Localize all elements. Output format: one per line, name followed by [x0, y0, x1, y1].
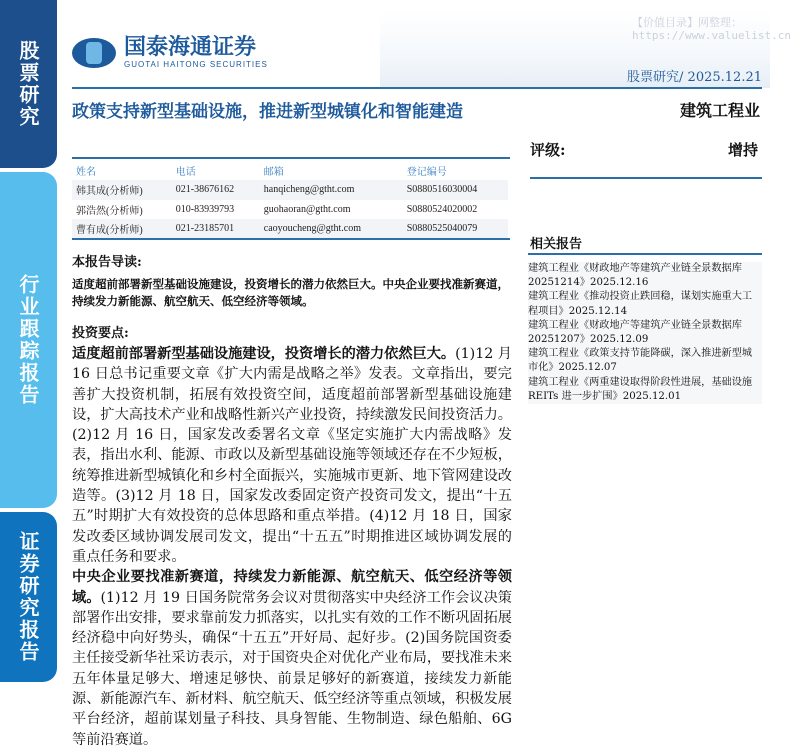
cell: 010-83939793 — [175, 203, 235, 215]
tab-stock-research: 股票研究 — [0, 0, 57, 168]
related-report-link[interactable]: 建筑工程业《财政地产等建筑产业链全景数据库20251207》2025.12.09 — [528, 319, 762, 347]
related-report-link[interactable]: 建筑工程业《政策支持节能降碳，深入推进新型城市化》2025.12.07 — [528, 347, 762, 375]
logo-text-cn: 国泰海通证券 — [124, 35, 257, 60]
col-name: 姓名 — [76, 166, 96, 178]
cell: 曹有成(分析师) — [72, 219, 172, 239]
investment-points — [72, 344, 512, 750]
cell: 021-38676162 — [172, 180, 260, 200]
col-reg: 登记编号 — [406, 166, 447, 178]
table-top-rule — [72, 157, 510, 159]
point-1-headline: 适度超前部署新型基础设施建设，投资增长的潜力依然巨大。 — [72, 346, 456, 362]
logo-text-en: GUOTAI HAITONG SECURITIES — [124, 60, 268, 69]
related-report-link[interactable]: 建筑工程业《两重建设取得阶段性进展，基础设施 REITs 进一步扩围》2025.12.01 — [528, 376, 762, 404]
cell: S0880524020002 — [406, 203, 478, 215]
cell: 韩其成(分析师) — [72, 180, 172, 200]
cell: hanqicheng@gtht.com — [260, 180, 403, 200]
logo-icon — [72, 38, 116, 68]
analyst-table — [72, 160, 508, 239]
col-email: 邮箱 — [263, 166, 284, 178]
header-divider — [72, 87, 762, 89]
point-2-text: (1)12 月 19 日国务院常务会议对贯彻落实中央经济工作会议决策部署作出安排，要求靠前发力抓落实，以扎实有效的工作不断巩固拓展经济稳中向好势头，确保“十五五”开好局、起好步。(2)国务院国资委主任接受新华社采访表示，对于国资央企对优化产业布局，要找准未来五年体量足够大、增速足够快、前景足够好的新赛道，接续发力新能源、新能源汽车、新材料、航空航天、低空经济等重点领域，积极发展平台经济，超前谋划量子科技、具身智能、生物制造、绿色船舶、6G 等前沿赛道。 — [72, 589, 512, 748]
company-logo — [72, 36, 268, 69]
cell: S0880525040079 — [403, 219, 508, 239]
table-bottom-rule — [72, 238, 510, 240]
tab-industry-tracking: 行业跟踪报告 — [0, 172, 57, 508]
guide-heading: 本报告导读: — [72, 255, 142, 270]
cell: 郭浩然(分析师) — [76, 205, 143, 217]
related-report-link[interactable]: 建筑工程业《财政地产等建筑产业链全景数据库20251214》2025.12.16 — [528, 262, 762, 290]
report-date: 股票研究/ 2025.12.21 — [627, 70, 762, 85]
related-rule — [528, 253, 762, 255]
col-phone: 电话 — [175, 166, 196, 178]
cell: S0880516030004 — [403, 180, 508, 200]
rating-label: 评级: — [530, 141, 566, 159]
sector-label: 建筑工程业 — [679, 101, 760, 120]
related-heading: 相关报告 — [530, 237, 583, 252]
cell: caoyoucheng@gtht.com — [260, 219, 403, 239]
watermark: 【价值目录】网整理： — [632, 16, 742, 29]
rating-value: 增持 — [727, 141, 758, 159]
cell: 021-23185701 — [172, 219, 260, 239]
table-row — [72, 200, 508, 220]
report-title: 政策支持新型基础设施，推进新型城镇化和智能建造 — [72, 102, 463, 122]
guide-text: 适度超前部署新型基础设施建设，投资增长的潜力依然巨大。中央企业要找准新赛道，持续发力新能源、航空航天、低空经济等领域。 — [72, 277, 509, 308]
rating-rule — [530, 177, 762, 179]
point-2-headline: 中央企业要找准新赛道，持续发力新能源、航空航天、低空经济等领域。 — [72, 569, 512, 606]
related-reports — [528, 262, 762, 404]
table-row — [72, 219, 508, 239]
tab-securities-report: 证券研究报告 — [0, 512, 57, 682]
cell: guohaoran@gtht.com — [263, 203, 351, 215]
table-row — [72, 180, 508, 200]
watermark-url: https://www.valuelist.cn — [632, 29, 791, 42]
points-heading: 投资要点: — [72, 326, 129, 341]
related-report-link[interactable]: 建筑工程业《推动投资止跌回稳，谋划实施重大工程项目》2025.12.14 — [528, 290, 762, 318]
point-1-text: (1)12 月 16 日总书记重要文章《扩大内需是战略之举》发表。文章指出，要完善扩大投资机制，拓展有效投资空间，适度超前部署新型基础设施建设，扩大高技术产业和战略性新兴产业投资，持续激发民间投资活力。(2)12 月 16 日，国家发改委署名文章《坚定实施扩大内需战略》发表，指出水利、能源、市政以及新型基础设施等领域还存在不少短板，统筹推进新型城镇化和乡村全面振兴，实施城市更新、地下管网建设改造等。(3)12 月 18 日，国家发改委固定资产投资司发文，提出“十五五”时期扩大有效投资的总体思路和重点举措。(4)12 月 18 日，国家发改委区域协调发展司发文，提出“十五五”时期推进区域协调发展的重点任务和要求。 — [72, 346, 512, 565]
